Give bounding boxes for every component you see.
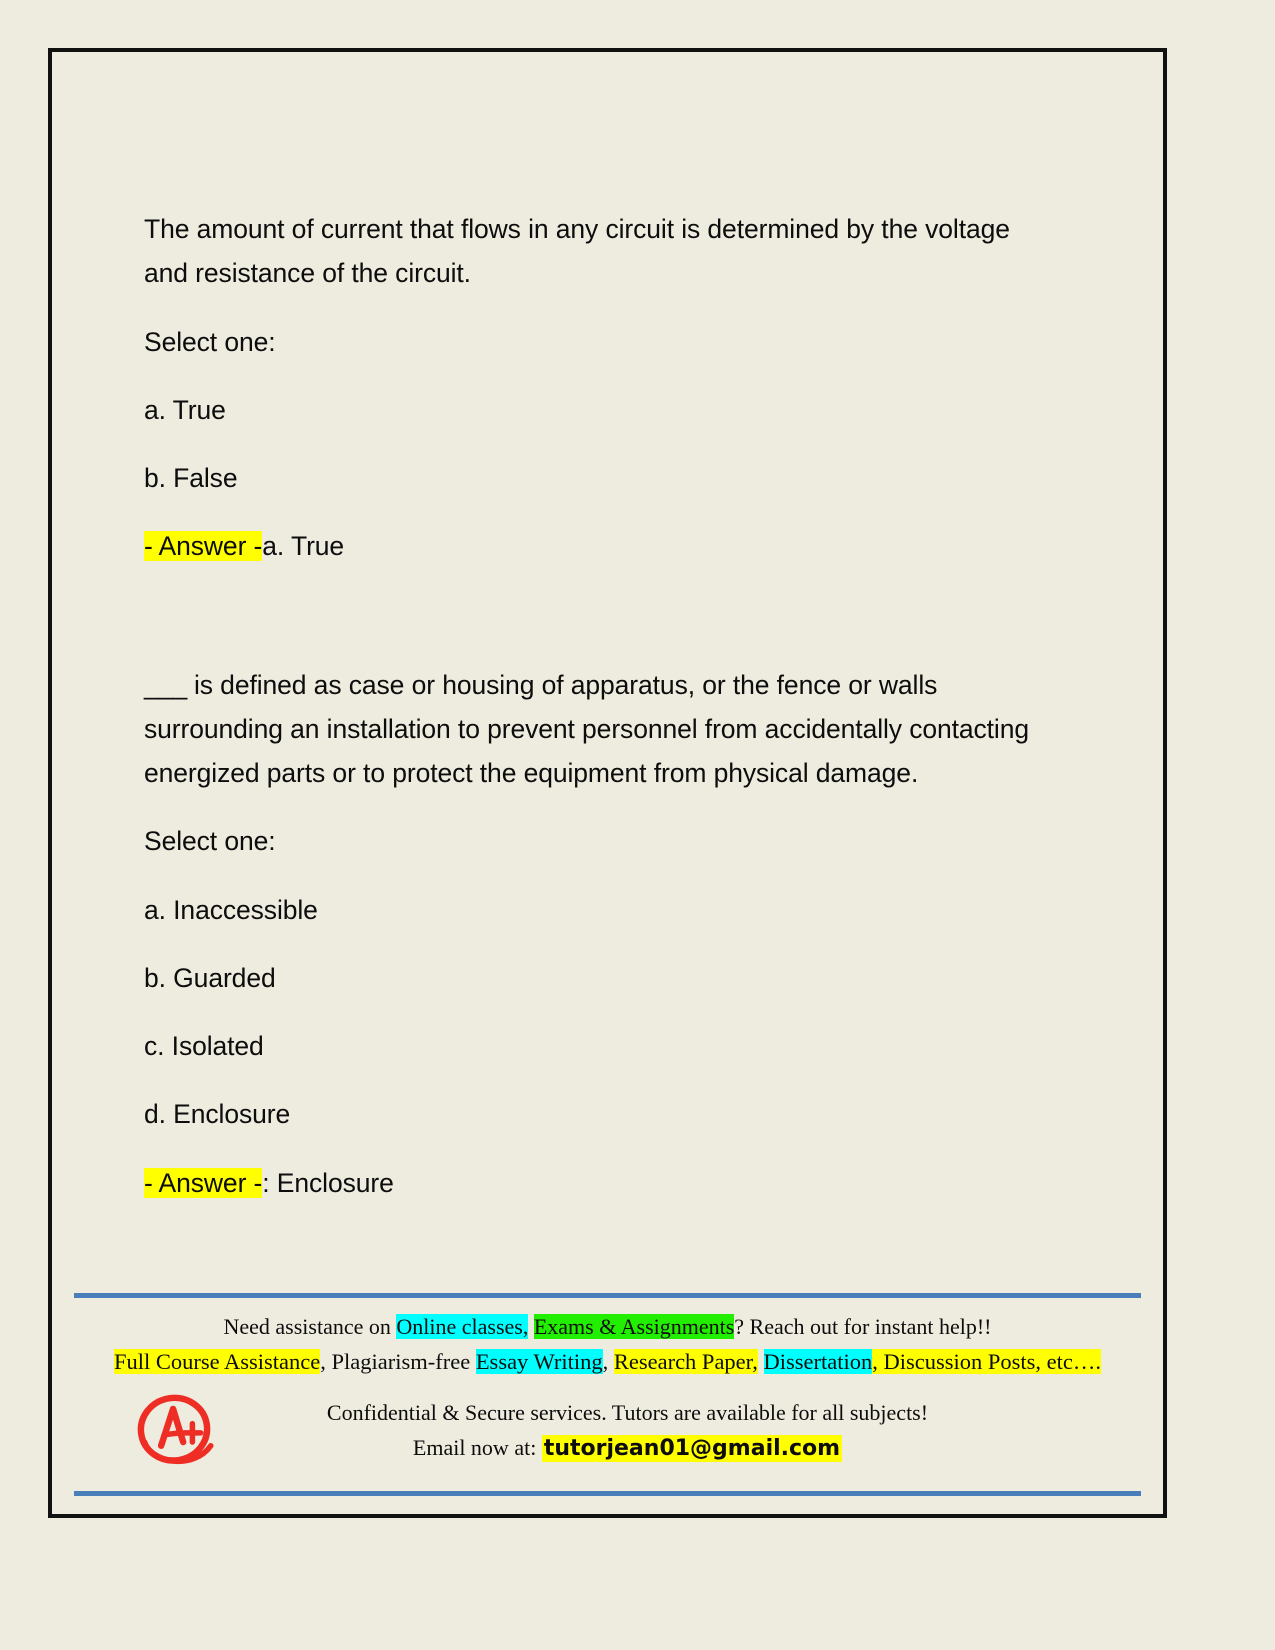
- footer-tag-discussion-posts: , Discussion Posts, etc….: [872, 1349, 1102, 1375]
- a-plus-logo: [114, 1385, 234, 1477]
- question-2-blank: ___: [144, 669, 187, 700]
- question-2-select-label: Select one:: [144, 826, 276, 857]
- footer-services-plain-1: , Plagiarism-free: [320, 1349, 476, 1375]
- footer-tag-dissertation: Dissertation: [763, 1349, 873, 1375]
- question-block-2: [144, 663, 1044, 1205]
- footer-email-line: [234, 1431, 1021, 1466]
- footer-tag-full-course-assistance: Full Course Assistance: [113, 1349, 321, 1375]
- answer-tag-2: - Answer -: [144, 1167, 263, 1198]
- footer-tag-essay-writing: Essay Writing: [475, 1349, 603, 1375]
- footer-confidential-line: Confidential & Secure services. Tutors are available for all subjects!: [326, 1400, 929, 1426]
- footer-advertisement: [74, 1293, 1141, 1496]
- question-2-option-b: b. Guarded: [144, 962, 276, 993]
- footer-contact-text: [234, 1396, 1141, 1465]
- a-plus-grade-icon: [128, 1385, 220, 1477]
- question-block-1: [144, 207, 1044, 569]
- question-1-answer-line: [144, 524, 1044, 568]
- question-2-option-d: d. Enclosure: [144, 1099, 291, 1130]
- footer-email-label: Email now at:: [412, 1434, 542, 1460]
- question-1-stem: The amount of current that flows in any circuit is determined by the voltage and resistance of the circuit.: [144, 214, 1010, 289]
- question-1-option-a: a. True: [144, 394, 226, 425]
- footer-headline-part1: Need assistance on: [223, 1314, 397, 1340]
- questions-container: [144, 207, 1044, 1229]
- question-2-answer-line: [144, 1161, 1044, 1205]
- footer-email-address[interactable]: tutorjean01@gmail.com: [543, 1435, 841, 1461]
- question-2-option-a: a. Inaccessible: [144, 894, 318, 925]
- footer-tag-exams-assignments: Exams & Assignments: [533, 1314, 735, 1340]
- question-2-stem: [144, 663, 1044, 796]
- question-2-stem-text: is defined as case or housing of apparatus, or the fence or walls surrounding an installation to prevent personnel from accidentally contacting energized parts or to protect the equipment from physical damage.: [144, 669, 1029, 788]
- page-content-area: [52, 52, 1163, 1514]
- footer-services-space-1: [758, 1349, 764, 1374]
- footer-services-line: [74, 1345, 1141, 1379]
- footer-divider-bottom: [74, 1491, 1141, 1496]
- footer-headline: [74, 1310, 1141, 1343]
- footer-services-plain-2: ,: [602, 1349, 614, 1375]
- footer-contact-row: [74, 1385, 1141, 1477]
- question-1-select-label: Select one:: [144, 326, 276, 357]
- footer-tag-research-paper: Research Paper,: [613, 1349, 758, 1375]
- question-2-option-c: c. Isolated: [144, 1031, 264, 1061]
- footer-divider-top: [74, 1293, 1141, 1298]
- question-1-option-b: b. False: [144, 463, 238, 493]
- footer-headline-part2: ? Reach out for instant help!!: [734, 1314, 992, 1340]
- answer-text-2: : Enclosure: [262, 1167, 394, 1198]
- question-spacer: [144, 593, 1044, 663]
- answer-text-1: a. True: [262, 531, 345, 562]
- answer-tag-1: - Answer -: [144, 531, 263, 562]
- document-page: [48, 48, 1167, 1518]
- footer-tag-online-classes: Online classes,: [396, 1314, 529, 1340]
